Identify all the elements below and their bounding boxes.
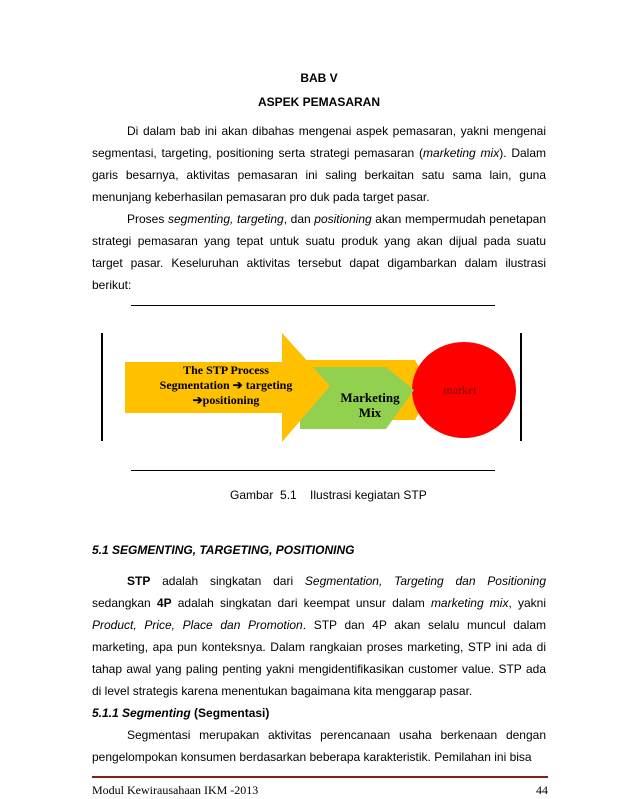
- chapter-number: BAB V: [300, 71, 338, 85]
- subsection-paragraph: Segmentasi merupakan aktivitas perencanaan usaha berkenaan dengan pengelompokan konsumen berdasarkan beberapa karakteristik. Pemilahan ini bisa: [92, 728, 546, 764]
- chapter-title: ASPEK PEMASARAN: [257, 95, 380, 109]
- section-text: [92, 570, 546, 768]
- marketing-mix-label: [330, 390, 410, 420]
- diagram-top-rule: [131, 305, 495, 306]
- intro-paragraph-2: Proses segmenting, targeting, dan positioning akan mempermudah penetapan strategi pemasaran yang tepat untuk suatu produk yang akan dijual pada suatu target pasar. Keseluruhan aktivitas tersebut dapat digambarkan dalam ilustrasi berikut:: [92, 212, 546, 292]
- section-paragraph: STP adalah singkatan dari Segmentation, Targeting dan Positioning sedangkan 4P adalah singkatan dari keempat unsur dalam marketing mix, yakni Product, Price, Place dan Promotion. STP dan 4P akan selalu muncul dalam marketing, apa pun konteksnya. Dalam rangkaian proses marketing, STP ini ada di tahap awal yang paling penting yakni mengidentifikasikan customer value. STP ada di level strategis karena menentukan bagaimana kita menggarap pasar.: [92, 574, 546, 698]
- footer-module-title: Modul Kewirausahaan IKM -2013: [92, 783, 259, 797]
- intro-paragraph-1: Di dalam bab ini akan dibahas mengenai aspek pemasaran, yakni mengenai segmentasi, targeting, positioning serta strategi pemasaran (marketing mix). Dalam garis besarnya, aktivitas pemasaran ini saling berkaitan satu sama lain, guna menunjang keberhasilan pemasaran pro duk pada target pasar.: [92, 124, 547, 204]
- stp-process-step-2: ➔positioning: [192, 393, 260, 407]
- stp-process-label: [128, 363, 324, 408]
- subsection-title: 5.1.1 Segmenting (Segmentasi): [92, 706, 270, 720]
- market-label: market: [443, 383, 477, 397]
- stp-process-step-1: Segmentation ➔ targeting: [159, 378, 293, 392]
- diagram-right-bar: [520, 333, 522, 441]
- diagram-bottom-rule: [131, 470, 495, 471]
- diagram-left-bar: [101, 333, 103, 441]
- intro-text: [92, 120, 546, 296]
- marketing-mix-line-2: Mix: [358, 405, 382, 420]
- page-number: 44: [536, 783, 548, 797]
- stp-process-title: The STP Process: [183, 363, 269, 377]
- marketing-mix-line-1: Marketing: [340, 390, 400, 405]
- section-title: 5.1 SEGMENTING, TARGETING, POSITIONING: [92, 543, 355, 557]
- footer-rule: [92, 776, 548, 778]
- figure-caption: Gambar 5.1 Ilustrasi kegiatan STP: [230, 488, 427, 502]
